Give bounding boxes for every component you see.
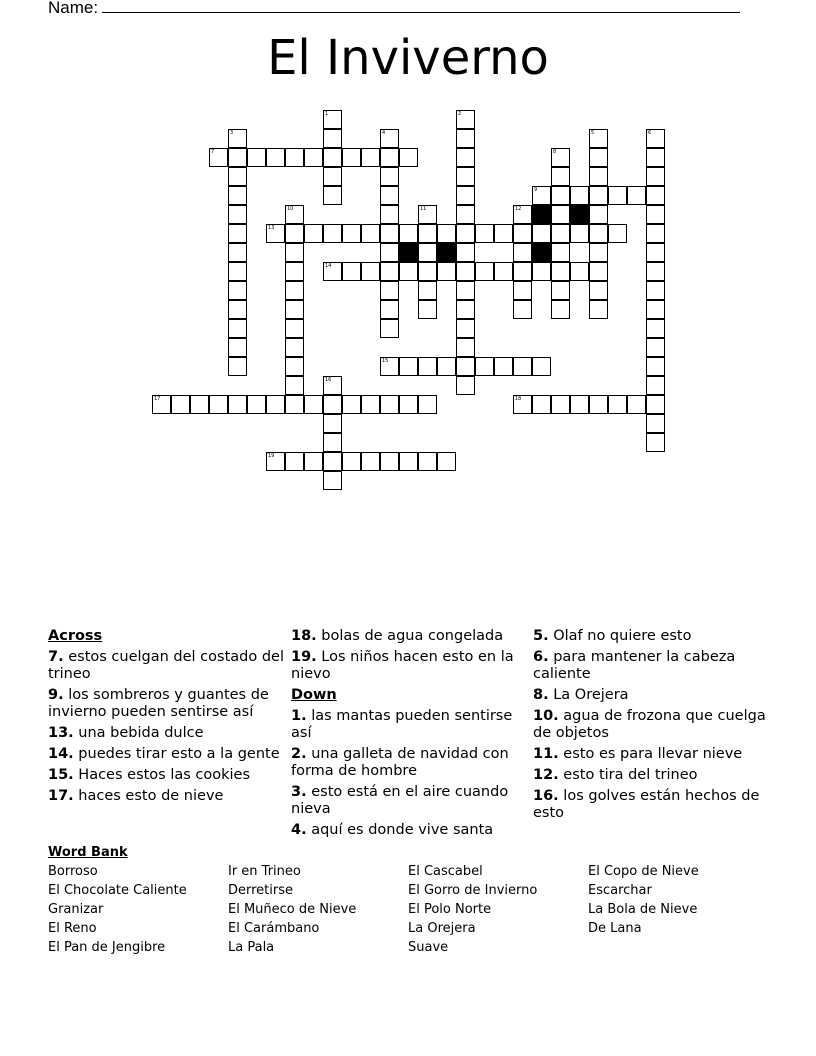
crossword-cell[interactable] <box>380 224 399 243</box>
crossword-cell[interactable] <box>380 167 399 186</box>
crossword-cell[interactable] <box>152 395 171 414</box>
down-clue-16: 16. los golves están hechos de esto <box>533 788 760 821</box>
crossword-cell[interactable] <box>399 357 418 376</box>
crossword-cell[interactable] <box>323 148 342 167</box>
crossword-cell[interactable] <box>342 224 361 243</box>
crossword-cell[interactable] <box>646 148 665 167</box>
crossword-cell[interactable] <box>285 243 304 262</box>
word-bank-item: El Pan de Jengibre <box>48 940 166 955</box>
cell-number: 3 <box>230 130 234 136</box>
crossword-cell[interactable] <box>190 395 209 414</box>
crossword-cell[interactable] <box>646 319 665 338</box>
crossword-cell[interactable] <box>323 414 342 433</box>
crossword-cell[interactable] <box>323 224 342 243</box>
across-clue-14: 14. puedes tirar esto a la gente <box>48 746 280 762</box>
word-bank-column-1 <box>48 862 187 957</box>
crossword-cell[interactable] <box>475 262 494 281</box>
crossword-cell[interactable] <box>361 452 380 471</box>
crossword-cell[interactable] <box>456 281 475 300</box>
crossword-cell[interactable] <box>361 148 380 167</box>
crossword-cell[interactable] <box>437 452 456 471</box>
name-field[interactable] <box>48 0 740 18</box>
crossword-cell[interactable] <box>304 395 323 414</box>
black-square <box>399 243 418 262</box>
crossword-cell[interactable] <box>456 262 475 281</box>
crossword-cell[interactable] <box>456 167 475 186</box>
word-bank-item: El Cascabel <box>408 864 483 879</box>
crossword-cell[interactable] <box>266 224 285 243</box>
crossword-cell[interactable] <box>589 167 608 186</box>
crossword-cell[interactable] <box>475 357 494 376</box>
crossword-cell[interactable] <box>399 224 418 243</box>
down-clue-3: 3. esto está en el aire cuando nieva <box>291 784 509 817</box>
crossword-cell[interactable] <box>532 262 551 281</box>
cell-number: 8 <box>553 149 557 155</box>
crossword-cell[interactable] <box>589 205 608 224</box>
crossword-cell[interactable] <box>418 224 437 243</box>
crossword-cell[interactable] <box>380 395 399 414</box>
crossword-cell[interactable] <box>342 262 361 281</box>
clue-column-2 <box>291 628 527 843</box>
crossword-cell[interactable] <box>342 395 361 414</box>
crossword-cell[interactable] <box>228 395 247 414</box>
crossword-cell[interactable] <box>228 224 247 243</box>
crossword-cell[interactable] <box>285 224 304 243</box>
crossword-cell[interactable] <box>513 357 532 376</box>
crossword-cell[interactable] <box>285 395 304 414</box>
crossword-cell[interactable] <box>323 186 342 205</box>
crossword-cell[interactable] <box>646 262 665 281</box>
crossword-cell[interactable] <box>285 148 304 167</box>
crossword-cell[interactable] <box>456 129 475 148</box>
crossword-cell[interactable] <box>285 262 304 281</box>
crossword-cell[interactable] <box>456 376 475 395</box>
crossword-cell[interactable] <box>399 262 418 281</box>
crossword-cell[interactable] <box>304 224 323 243</box>
crossword-cell[interactable] <box>513 395 532 414</box>
crossword-cell[interactable] <box>361 262 380 281</box>
crossword-cell[interactable] <box>304 148 323 167</box>
crossword-cell[interactable] <box>456 224 475 243</box>
word-bank-item: El Muñeco de Nieve <box>228 902 357 917</box>
crossword-cell[interactable] <box>551 224 570 243</box>
crossword-cell[interactable] <box>627 395 646 414</box>
crossword-cell[interactable] <box>285 300 304 319</box>
word-bank-item: El Reno <box>48 921 97 936</box>
crossword-cell[interactable] <box>209 395 228 414</box>
word-bank-item: El Gorro de Invierno <box>408 883 538 898</box>
crossword-cell[interactable] <box>646 338 665 357</box>
across-clue-18: 18. bolas de agua congelada <box>291 628 504 644</box>
crossword-cell[interactable] <box>646 224 665 243</box>
crossword-cell[interactable] <box>532 186 551 205</box>
crossword-cell[interactable] <box>551 300 570 319</box>
crossword-cell[interactable] <box>646 433 665 452</box>
crossword-cell[interactable] <box>323 129 342 148</box>
crossword-cell[interactable] <box>228 186 247 205</box>
crossword-cell[interactable] <box>513 281 532 300</box>
crossword-cell[interactable] <box>494 357 513 376</box>
across-clue-7: 7. estos cuelgan del costado del trineo <box>48 649 284 682</box>
crossword-cell[interactable] <box>589 243 608 262</box>
crossword-cell[interactable] <box>380 319 399 338</box>
crossword-cell[interactable] <box>342 452 361 471</box>
crossword-cell[interactable] <box>589 395 608 414</box>
cell-number: 16 <box>325 377 332 383</box>
word-bank-item: El Chocolate Caliente <box>48 883 187 898</box>
crossword-cell[interactable] <box>551 148 570 167</box>
crossword-cell[interactable] <box>570 224 589 243</box>
name-blank-line[interactable] <box>102 0 740 13</box>
crossword-cell[interactable] <box>323 262 342 281</box>
crossword-cell[interactable] <box>456 205 475 224</box>
crossword-cell[interactable] <box>380 148 399 167</box>
crossword-cell[interactable] <box>532 357 551 376</box>
cell-number: 10 <box>287 206 294 212</box>
crossword-cell[interactable] <box>646 395 665 414</box>
crossword-cell[interactable] <box>323 452 342 471</box>
crossword-cell[interactable] <box>646 186 665 205</box>
word-bank-item: El Carámbano <box>228 921 320 936</box>
word-bank-item: El Polo Norte <box>408 902 492 917</box>
crossword-cell[interactable] <box>399 395 418 414</box>
down-clue-4: 4. aquí es donde vive santa <box>291 822 494 838</box>
crossword-cell[interactable] <box>456 110 475 129</box>
crossword-cell[interactable] <box>247 395 266 414</box>
cell-number: 6 <box>648 130 652 136</box>
crossword-cell[interactable] <box>551 205 570 224</box>
crossword-cell[interactable] <box>513 224 532 243</box>
crossword-cell[interactable] <box>551 167 570 186</box>
across-clue-19: 19. Los niños hacen esto en la nievo <box>291 649 514 682</box>
crossword-cell[interactable] <box>228 300 247 319</box>
crossword-cell[interactable] <box>456 319 475 338</box>
crossword-cell[interactable] <box>646 414 665 433</box>
crossword-cell[interactable] <box>228 167 247 186</box>
crossword-cell[interactable] <box>456 338 475 357</box>
page-title: El Inviverno <box>267 30 549 86</box>
crossword-cell[interactable] <box>209 148 228 167</box>
crossword-cell[interactable] <box>646 300 665 319</box>
crossword-cell[interactable] <box>418 357 437 376</box>
crossword-cell[interactable] <box>418 243 437 262</box>
crossword-cell[interactable] <box>551 243 570 262</box>
crossword-cell[interactable] <box>513 205 532 224</box>
word-bank-item: El Copo de Nieve <box>588 864 699 879</box>
crossword-cell[interactable] <box>380 281 399 300</box>
crossword-cell[interactable] <box>418 262 437 281</box>
cell-number: 5 <box>591 130 595 136</box>
crossword-cell[interactable] <box>285 376 304 395</box>
crossword-cell[interactable] <box>228 205 247 224</box>
name-label: Name: <box>48 0 99 17</box>
crossword-cell[interactable] <box>228 338 247 357</box>
word-bank-item: Ir en Trineo <box>228 864 301 879</box>
across-clue-17: 17. haces esto de nieve <box>48 788 224 804</box>
cell-number: 2 <box>458 111 462 117</box>
crossword-cell[interactable] <box>646 243 665 262</box>
down-clue-8: 8. La Orejera <box>533 687 629 703</box>
crossword-cell[interactable] <box>646 281 665 300</box>
crossword-cell[interactable] <box>228 148 247 167</box>
word-bank-item: De Lana <box>588 921 642 936</box>
crossword-cell[interactable] <box>418 452 437 471</box>
crossword-cell[interactable] <box>285 338 304 357</box>
crossword-cell[interactable] <box>399 452 418 471</box>
crossword-cell[interactable] <box>570 186 589 205</box>
down-clue-11: 11. esto es para llevar nieve <box>533 746 743 762</box>
crossword-cell[interactable] <box>380 357 399 376</box>
crossword-cell[interactable] <box>285 205 304 224</box>
black-square <box>570 205 589 224</box>
crossword-cell[interactable] <box>380 262 399 281</box>
cell-number: 18 <box>515 396 522 402</box>
crossword-cell[interactable] <box>247 148 266 167</box>
crossword-cell[interactable] <box>608 186 627 205</box>
clue-column-1 <box>48 628 288 809</box>
crossword-cell[interactable] <box>304 452 323 471</box>
word-bank-item: La Orejera <box>408 921 476 936</box>
cell-number: 12 <box>515 206 522 212</box>
crossword-cell[interactable] <box>266 395 285 414</box>
word-bank-item: Derretirse <box>228 883 294 898</box>
crossword-cell[interactable] <box>646 129 665 148</box>
crossword-cell[interactable] <box>285 281 304 300</box>
across-clue-15: 15. Haces estos las cookies <box>48 767 251 783</box>
clue-column-3 <box>533 628 768 826</box>
crossword-cell[interactable] <box>323 433 342 452</box>
crossword-cell[interactable] <box>513 300 532 319</box>
crossword-cell[interactable] <box>399 148 418 167</box>
cell-number: 1 <box>325 111 329 117</box>
crossword-cell[interactable] <box>646 167 665 186</box>
crossword-cell[interactable] <box>589 148 608 167</box>
crossword-cell[interactable] <box>380 243 399 262</box>
crossword-cell[interactable] <box>551 395 570 414</box>
crossword-cell[interactable] <box>285 357 304 376</box>
crossword-cell[interactable] <box>589 262 608 281</box>
crossword-cell[interactable] <box>589 186 608 205</box>
crossword-cell[interactable] <box>608 224 627 243</box>
crossword-cell[interactable] <box>456 300 475 319</box>
crossword-cell[interactable] <box>475 224 494 243</box>
crossword-cell[interactable] <box>437 262 456 281</box>
crossword-cell[interactable] <box>228 262 247 281</box>
crossword-cell[interactable] <box>646 357 665 376</box>
across-clue-9: 9. los sombreros y guantes de invierno pueden sentirse así <box>48 687 269 720</box>
word-bank-item: La Bola de Nieve <box>588 902 698 917</box>
down-heading: Down <box>291 687 337 703</box>
crossword-cell[interactable] <box>456 357 475 376</box>
crossword-cell[interactable] <box>228 281 247 300</box>
black-square <box>532 243 551 262</box>
crossword-cell[interactable] <box>608 395 627 414</box>
across-heading: Across <box>48 628 103 644</box>
crossword-cell[interactable] <box>532 224 551 243</box>
crossword-cell[interactable] <box>589 224 608 243</box>
crossword-cell[interactable] <box>570 262 589 281</box>
crossword-cell[interactable] <box>323 167 342 186</box>
cell-number: 9 <box>534 187 538 193</box>
crossword-cell[interactable] <box>361 224 380 243</box>
crossword-cell[interactable] <box>285 452 304 471</box>
down-clue-6: 6. para mantener la cabeza caliente <box>533 649 736 682</box>
crossword-cell[interactable] <box>570 395 589 414</box>
down-clue-10: 10. agua de frozona que cuelga de objetos <box>533 708 766 741</box>
crossword-cell[interactable] <box>494 262 513 281</box>
cell-number: 11 <box>420 206 427 212</box>
crossword-cell[interactable] <box>171 395 190 414</box>
crossword-cell[interactable] <box>266 148 285 167</box>
crossword-cell[interactable] <box>418 395 437 414</box>
across-clue-13: 13. una bebida dulce <box>48 725 204 741</box>
crossword-cell[interactable] <box>437 224 456 243</box>
word-bank-item: Borroso <box>48 864 98 879</box>
crossword-cell[interactable] <box>418 300 437 319</box>
crossword-cell[interactable] <box>456 186 475 205</box>
crossword-cell[interactable] <box>361 395 380 414</box>
crossword-cell[interactable] <box>323 110 342 129</box>
crossword-cell[interactable] <box>646 376 665 395</box>
crossword-cell[interactable] <box>380 129 399 148</box>
crossword-cell[interactable] <box>551 281 570 300</box>
cell-number: 19 <box>268 453 275 459</box>
cell-number: 13 <box>268 225 275 231</box>
word-bank-column-2 <box>228 862 356 957</box>
down-clue-12: 12. esto tira del trineo <box>533 767 698 783</box>
crossword-cell[interactable] <box>228 243 247 262</box>
crossword-cell[interactable] <box>627 186 646 205</box>
crossword-cell[interactable] <box>380 205 399 224</box>
cell-number: 14 <box>325 263 332 269</box>
down-clue-2: 2. una galleta de navidad con forma de hombre <box>291 746 509 779</box>
crossword-cell[interactable] <box>323 471 342 490</box>
word-bank-item: Suave <box>408 940 449 955</box>
crossword-cell[interactable] <box>513 243 532 262</box>
crossword-cell[interactable] <box>589 129 608 148</box>
crossword-cell[interactable] <box>494 224 513 243</box>
down-clue-5: 5. Olaf no quiere esto <box>533 628 692 644</box>
crossword-cell[interactable] <box>323 376 342 395</box>
black-square <box>532 205 551 224</box>
crossword-cell[interactable] <box>228 319 247 338</box>
crossword-cell[interactable] <box>551 186 570 205</box>
crossword-cell[interactable] <box>551 262 570 281</box>
crossword-cell[interactable] <box>380 186 399 205</box>
crossword-cell[interactable] <box>456 243 475 262</box>
black-square <box>437 243 456 262</box>
crossword-cell[interactable] <box>646 205 665 224</box>
word-bank-item: Escarchar <box>588 883 652 898</box>
crossword-cell[interactable] <box>589 281 608 300</box>
crossword-cell[interactable] <box>285 319 304 338</box>
down-clue-1: 1. las mantas pueden sentirse así <box>291 708 513 741</box>
word-bank-item: La Pala <box>228 940 275 955</box>
crossword-cell[interactable] <box>456 148 475 167</box>
cell-number: 7 <box>211 149 215 155</box>
word-bank-column-4 <box>588 862 699 938</box>
cell-number: 4 <box>382 130 386 136</box>
crossword-cell[interactable] <box>532 395 551 414</box>
crossword-cell[interactable] <box>418 281 437 300</box>
crossword-cell[interactable] <box>342 148 361 167</box>
crossword-cell[interactable] <box>380 452 399 471</box>
crossword-cell[interactable] <box>228 357 247 376</box>
crossword-cell[interactable] <box>380 300 399 319</box>
crossword-cell[interactable] <box>228 129 247 148</box>
crossword-cell[interactable] <box>437 357 456 376</box>
crossword-cell[interactable] <box>513 262 532 281</box>
crossword-cell[interactable] <box>418 205 437 224</box>
crossword-cell[interactable] <box>266 452 285 471</box>
word-bank-title: Word Bank <box>48 845 128 860</box>
cell-number: 15 <box>382 358 389 364</box>
word-bank-column-3 <box>408 862 537 957</box>
crossword-cell[interactable] <box>589 300 608 319</box>
word-bank-item: Granizar <box>48 902 104 917</box>
cell-number: 17 <box>154 396 161 402</box>
crossword-cell[interactable] <box>323 395 342 414</box>
